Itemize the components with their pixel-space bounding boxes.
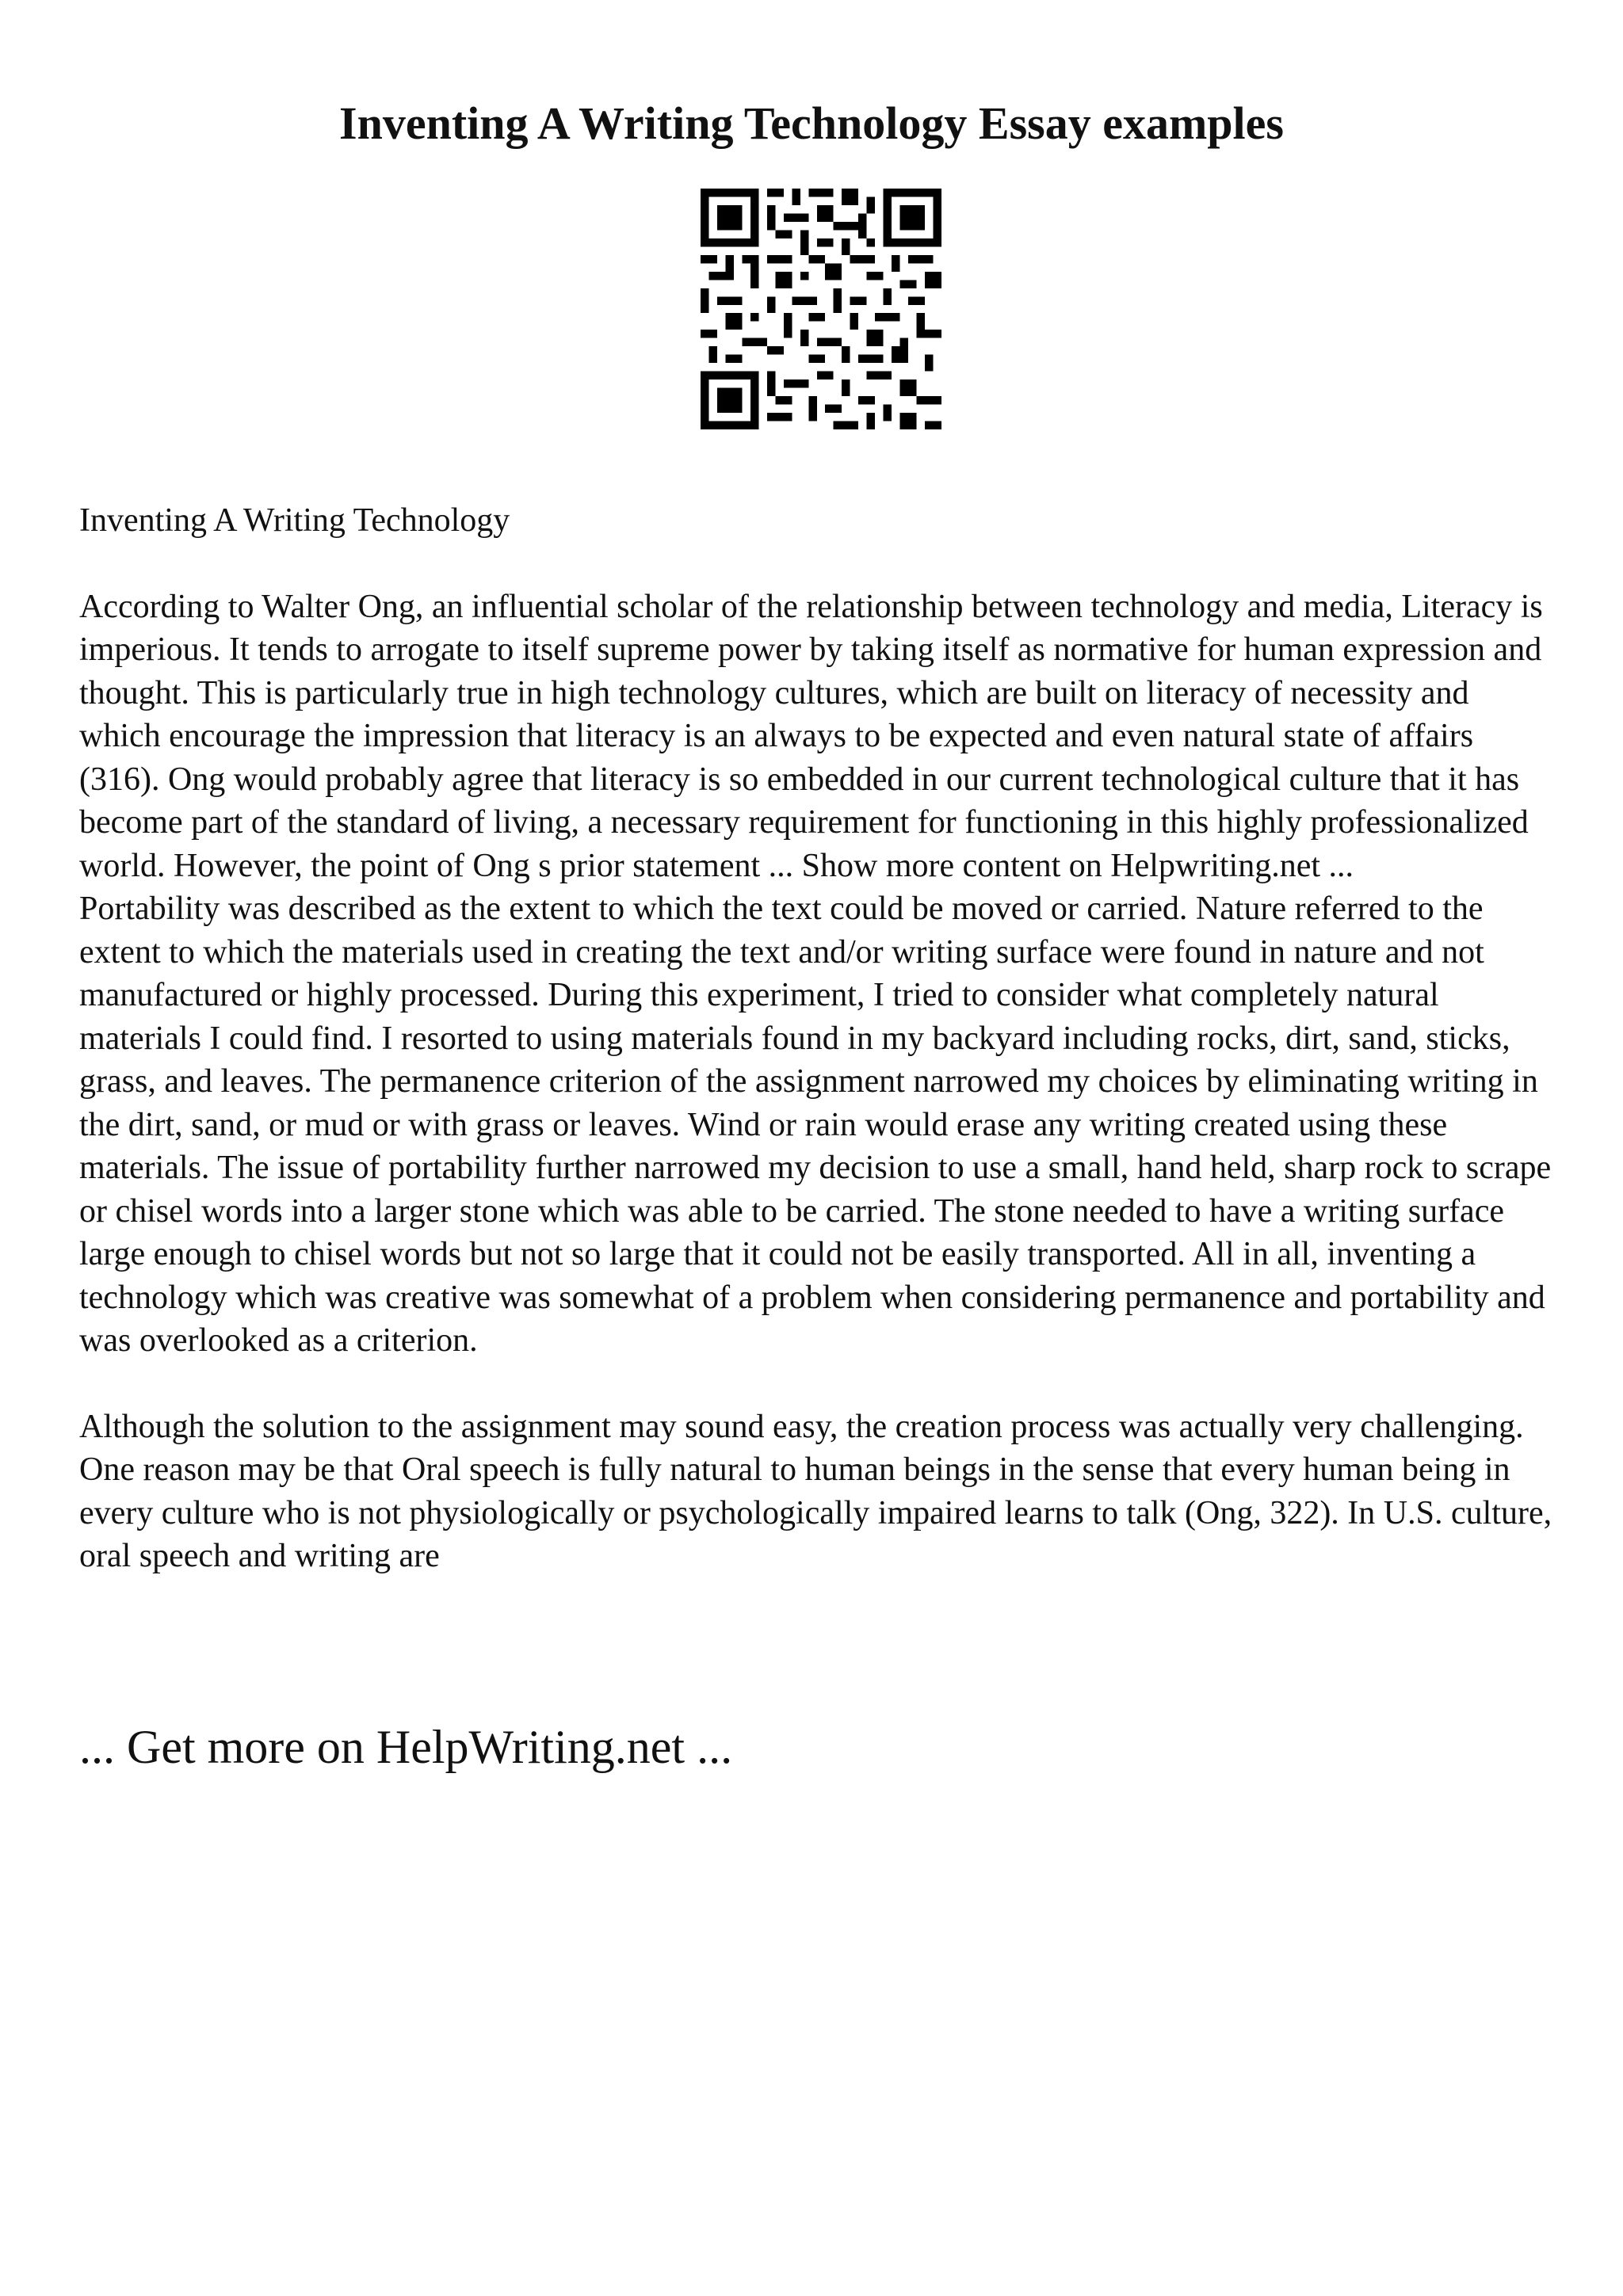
paragraph-2: Portability was described as the extent to which the text could be moved or carried. Nature referred to the extent to which the materials used in creating the text and/or writing surface were found in nature and not manufactured or highly processed. During this experiment, I tried to consider what completely natural materials I could find. I resorted to using materials found in my backyard including rocks, dirt, sand, sticks, grass, and leaves. The permanence criterion of the assignment narrowed my choices by eliminating writing in the dirt, sand, or mud or with grass or leaves. Wind or rain would erase any writing created using these materials. The issue of portability further narrowed my decision to use a small, hand held, sharp rock to scrape or chisel words into a larger stone which was able to be carried. The stone needed to have a writing surface large enough to chisel words but not so large that it could not be easily transported. All in all, inventing a technology which was creative was somewhat of a problem when considering permanence and portability and was overlooked as a criterion. [79, 891, 1552, 1359]
qr-code-graphic [701, 189, 941, 429]
qr-code-icon [701, 189, 941, 429]
paragraph-3: Although the solution to the assignment may sound easy, the creation process was actually very challenging. One reason may be that Oral speech is fully natural to human beings in the sense that every human being in every culture who is not physiologically or psychologically impaired learns to talk (Ong, 322). In U.S. culture, oral speech and writing are [79, 1408, 1552, 1574]
paragraph-1: According to Walter Ong, an influential scholar of the relationship between technology and media, Literacy is imperious. It tends to arrogate to itself supreme power by taking itself as normative for human expression and thought. This is particularly true in high technology cultures, which are built on literacy of necessity and which encourage the impression that literacy is an always to be expected and even natural state of affairs (316). Ong would probably agree that literacy is so embedded in our current technological culture that it has become part of the standard of living, a necessary requirement for functioning in this highly professionalized world. However, the point of Ong s prior statement ... Show more content on Helpwriting.net ... [79, 588, 1543, 884]
page-title: Inventing A Writing Technology Essay examples [339, 97, 1284, 149]
essay-body [79, 499, 1553, 1578]
get-more-link[interactable]: ... Get more on HelpWriting.net ... [79, 1721, 733, 1773]
essay-subtitle: Inventing A Writing Technology [79, 502, 510, 539]
